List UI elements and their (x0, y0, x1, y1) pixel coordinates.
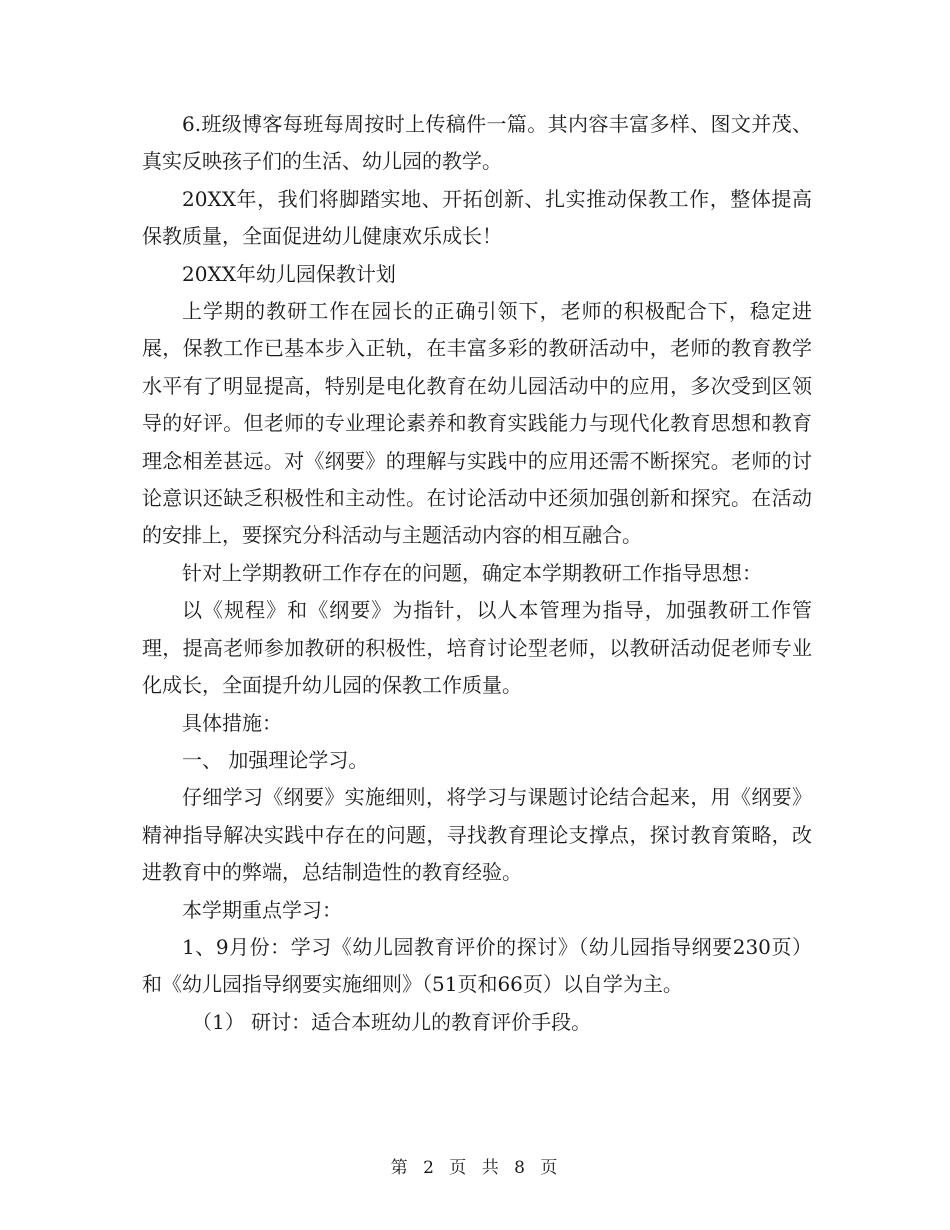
paragraph-year-goal: 20XX年，我们将脚踏实地、开拓创新、扎实推动保教工作，整体提高保教质量，全面促进幼儿健康欢乐成长！ (142, 186, 812, 249)
paragraph-research-item: （1） 研讨：适合本班幼儿的教育评价手段。 (192, 1009, 592, 1034)
paragraph-study-details: 仔细学习《纲要》实施细则，将学习与课题讨论结合起来，用《纲要》精神指导解决实践中存在的问题，寻找教育理论支撑点，探讨教育策略，改进教育中的弊端，总结制造性的教育经验。 (142, 785, 812, 885)
paragraph-key-study-heading: 本学期重点学习： (182, 897, 342, 922)
paragraph-guiding-intro: 针对上学期教研工作存在的问题，确定本学期教研工作指导思想： (182, 560, 762, 585)
document-body (142, 106, 812, 1041)
paragraph-september-study: 1、9月份：学习《幼儿园教育评价的探讨》（幼儿园指导纲要230页）和《幼儿园指导纲要实施细则》（51页和66页）以自学为主。 (142, 934, 812, 997)
page-number-footer: 第 2 页 共 8 页 (390, 1158, 560, 1178)
paragraph-section-one-heading: 一、 加强理论学习。 (182, 747, 369, 772)
paragraph-blog: 6.班级博客每班每周按时上传稿件一篇。其内容丰富多样、图文并茂、真实反映孩子们的生活、幼儿园的教学。 (142, 112, 812, 174)
paragraph-guiding-thought: 以《规程》和《纲要》为指针，以人本管理为指导，加强教研工作管理，提高老师参加教研的积极性，培育讨论型老师，以教研活动促老师专业化成长，全面提升幼儿园的保教工作质量。 (142, 598, 812, 698)
paragraph-measures-heading: 具体措施： (182, 710, 282, 735)
paragraph-last-term-review: 上学期的教研工作在园长的正确引领下，老师的积极配合下，稳定进展，保教工作已基本步入正轨，在丰富多彩的教研活动中，老师的教育教学水平有了明显提高，特别是电化教育在幼儿园活动中的应用，多次受到区领导的好评。但老师的专业理论素养和教育实践能力与现代化教育思想和教育理念相差甚远。对《纲要》的理解与实践中的应用还需不断探究。老师的讨论意识还缺乏积极性和主动性。在讨论活动中还须加强创新和探究。在活动的安排上，要探究分科活动与主题活动内容的相互融合。 (142, 299, 812, 548)
paragraph-plan-title: 20XX年幼儿园保教计划 (182, 261, 396, 286)
